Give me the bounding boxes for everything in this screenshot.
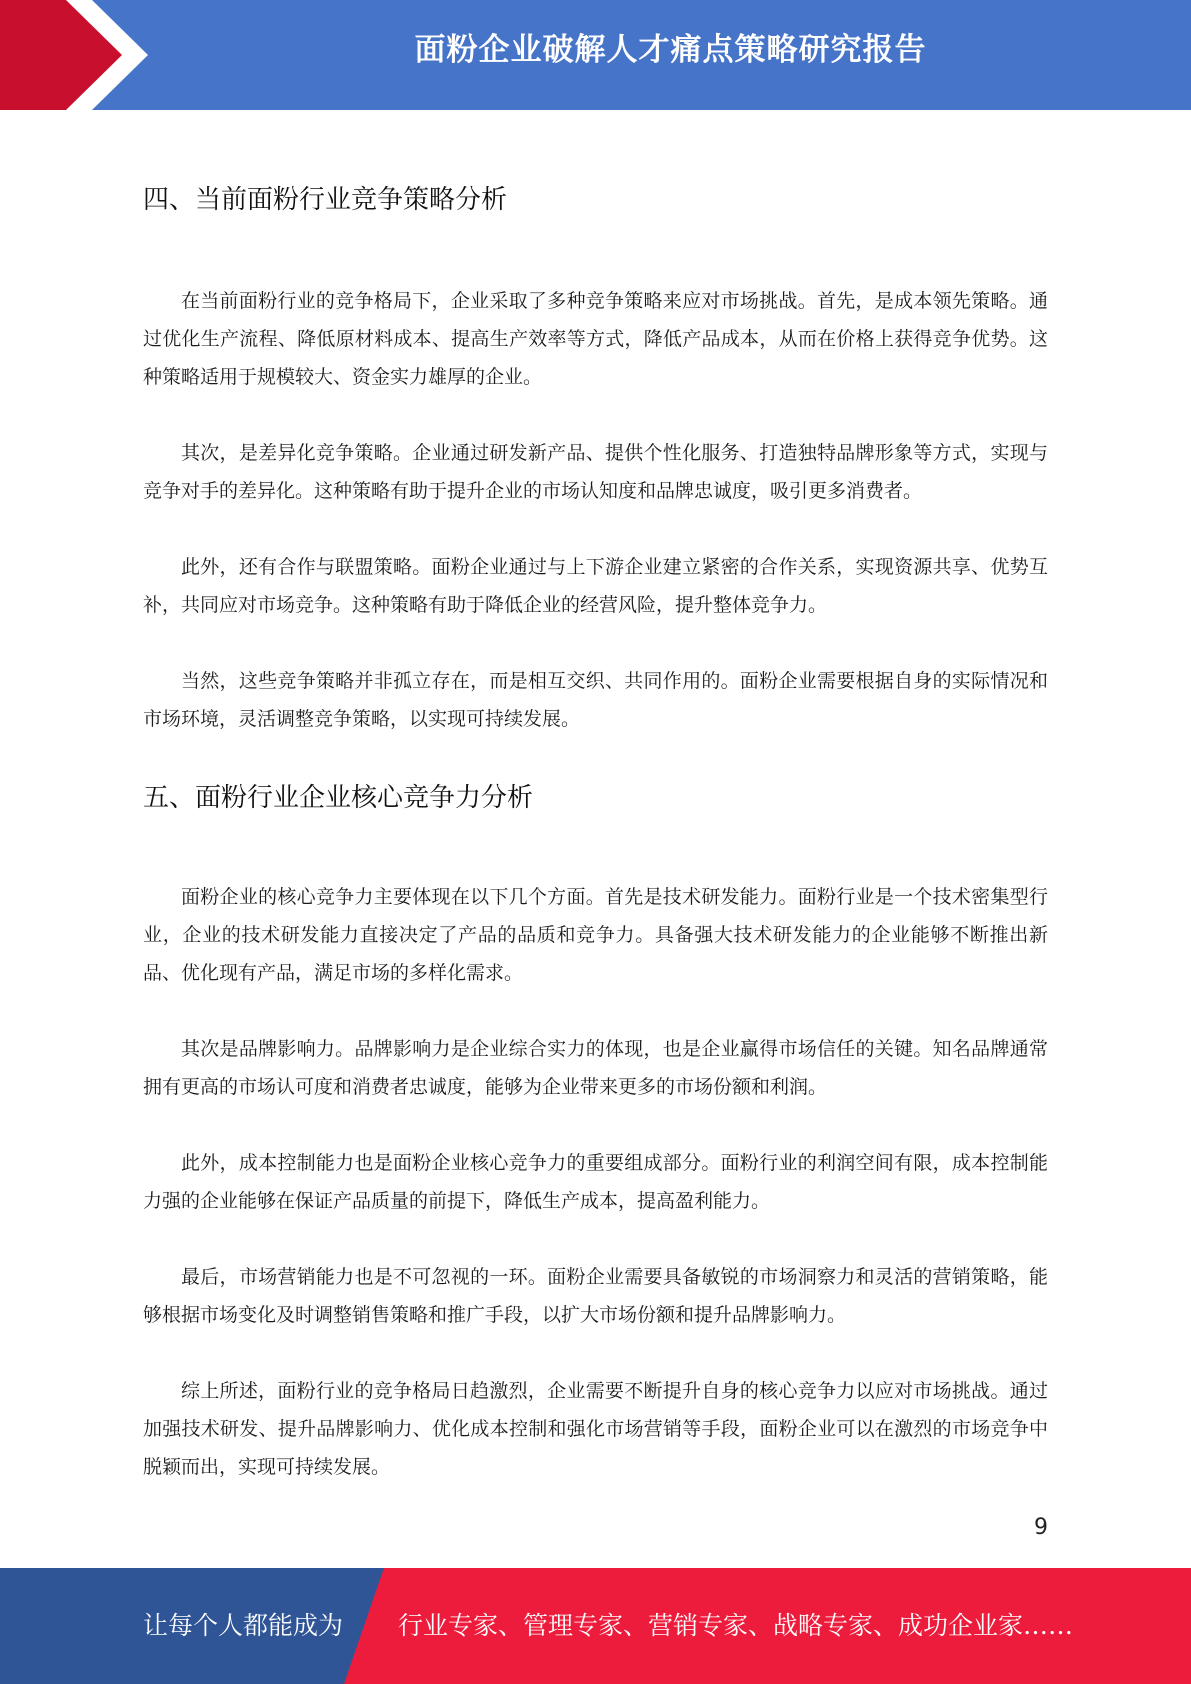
page-content bbox=[143, 178, 1048, 1486]
paragraph: 其次是品牌影响力。品牌影响力是企业综合实力的体现，也是企业赢得市场信任的关键。知名品牌通常拥有更高的市场认可度和消费者忠诚度，能够为企业带来更多的市场份额和利润。 bbox=[143, 1038, 1048, 1098]
paragraph: 面粉企业的核心竞争力主要体现在以下几个方面。首先是技术研发能力。面粉行业是一个技术密集型行业，企业的技术研发能力直接决定了产品的品质和竞争力。具备强大技术研发能力的企业能够不断推出新品、优化现有产品，满足市场的多样化需求。 bbox=[143, 886, 1048, 984]
section-title: 五、面粉行业企业核心竞争力分析 bbox=[143, 783, 534, 813]
paragraph: 最后，市场营销能力也是不可忽视的一环。面粉企业需要具备敏锐的市场洞察力和灵活的营销策略，能够根据市场变化及时调整销售策略和推广手段，以扩大市场份额和提升品牌影响力。 bbox=[143, 1266, 1048, 1326]
page-number: 9 bbox=[1034, 1515, 1048, 1540]
paragraph: 综上所述，面粉行业的竞争格局日趋激烈，企业需要不断提升自身的核心竞争力以应对市场挑战。通过加强技术研发、提升品牌影响力、优化成本控制和强化市场营销等手段，面粉企业可以在激烈的市场竞争中脱颖而出，实现可持续发展。 bbox=[143, 1380, 1048, 1478]
footer-slogan-right: 行业专家、管理专家、营销专家、战略专家、成功企业家…… bbox=[398, 1611, 1074, 1640]
section-title: 四、当前面粉行业竞争策略分析 bbox=[143, 185, 508, 215]
paragraph: 其次，是差异化竞争策略。企业通过研发新产品、提供个性化服务、打造独特品牌形象等方式，实现与竞争对手的差异化。这种策略有助于提升企业的市场认知度和品牌忠诚度，吸引更多消费者。 bbox=[143, 442, 1048, 502]
footer-slogan-left: 让每个人都能成为 bbox=[143, 1611, 344, 1640]
document-header-title: 面粉企业破解人才痛点策略研究报告 bbox=[414, 32, 927, 68]
page-header bbox=[0, 0, 1191, 110]
paragraph: 在当前面粉行业的竞争格局下，企业采取了多种竞争策略来应对市场挑战。首先，是成本领先策略。通过优化生产流程、降低原材料成本、提高生产效率等方式，降低产品成本，从而在价格上获得竞争优势。这种策略适用于规模较大、资金实力雄厚的企业。 bbox=[143, 290, 1048, 388]
paragraph: 此外，成本控制能力也是面粉企业核心竞争力的重要组成部分。面粉行业的利润空间有限，成本控制能力强的企业能够在保证产品质量的前提下，降低生产成本，提高盈利能力。 bbox=[143, 1152, 1048, 1212]
paragraph: 当然，这些竞争策略并非孤立存在，而是相互交织、共同作用的。面粉企业需要根据自身的实际情况和市场环境，灵活调整竞争策略，以实现可持续发展。 bbox=[143, 670, 1048, 730]
paragraph: 此外，还有合作与联盟策略。面粉企业通过与上下游企业建立紧密的合作关系，实现资源共享、优势互补，共同应对市场竞争。这种策略有助于降低企业的经营风险，提升整体竞争力。 bbox=[143, 556, 1048, 616]
page-footer bbox=[0, 1568, 1191, 1684]
